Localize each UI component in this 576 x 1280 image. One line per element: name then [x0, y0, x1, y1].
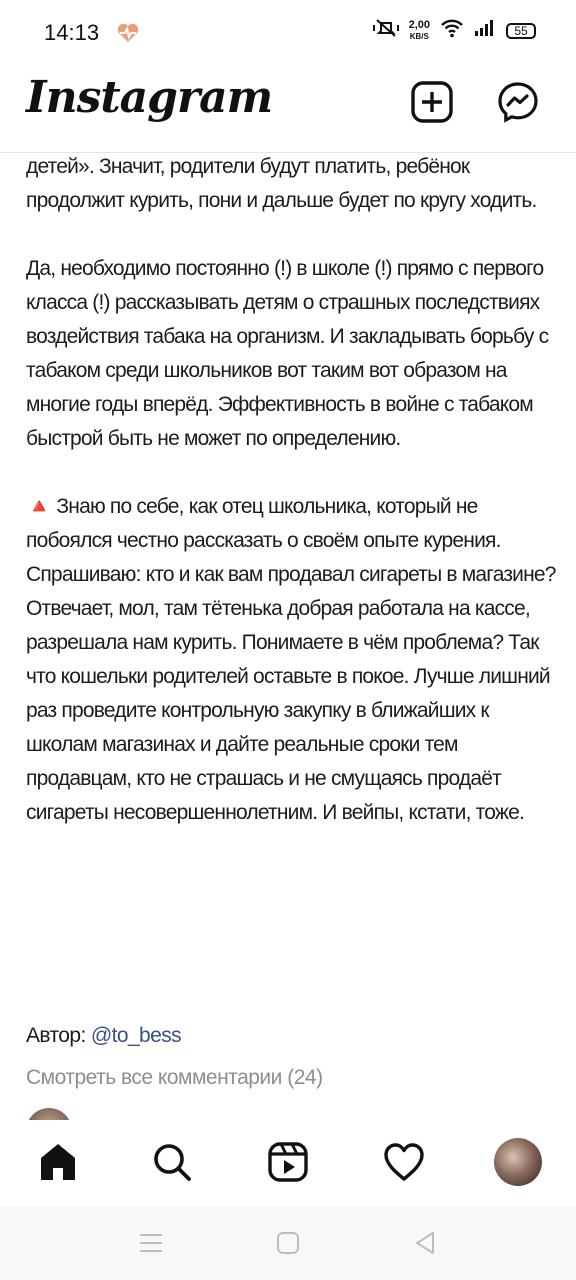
health-icon: [116, 22, 140, 49]
post-author: [26, 1024, 181, 1048]
new-post-icon[interactable]: [410, 80, 454, 124]
post-content: [0, 152, 576, 1120]
author-mention-link[interactable]: @to_bess: [90, 1024, 181, 1047]
reels-icon[interactable]: [260, 1134, 316, 1190]
system-navigation-bar: [0, 1206, 576, 1280]
messenger-icon[interactable]: [496, 80, 540, 124]
app-header: [0, 66, 576, 153]
signal-icon: [474, 19, 496, 42]
battery-icon: 55: [506, 23, 536, 39]
speed-unit: KB/S: [409, 31, 429, 41]
comment-avatar: [26, 1108, 72, 1120]
avatar: [494, 1138, 542, 1186]
heart-icon[interactable]: [376, 1134, 432, 1190]
home-square-icon[interactable]: [271, 1226, 305, 1260]
search-icon[interactable]: [144, 1134, 200, 1190]
speed-value: 2,00: [408, 18, 430, 31]
home-icon[interactable]: [30, 1134, 86, 1190]
back-triangle-icon[interactable]: [408, 1226, 442, 1260]
status-time: 14:13: [44, 20, 100, 45]
menu-icon[interactable]: [134, 1226, 168, 1260]
view-all-comments-link[interactable]: Смотреть все комментарии (24): [26, 1066, 323, 1089]
author-label: Автор:: [26, 1024, 91, 1047]
post-caption: детей». Значит, родители будут платить, ребёнок продолжит курить, пони и дальше будет по кругу ходить. Да, необходимо постоянно (!) в школе (!) прямо с первого класса (!) рассказывать детям о страшных последствиях воздействия табака на организм. И закладывать борьбу с табаком среди школьников вот таким вот образом на многие годы вперёд. Эффективность в войне с табаком быстрой быть не может по определению. 🔺 Знаю по себе, как отец школьника, который не побоялся честно рассказать о своём опыте курения. Спрашиваю: кто и как вам продавал сигареты в магазине? Отвечает, мол, там тётенька добрая работала на кассе, разрешала нам курить. Понимаете в чём проблема? Так что кошельки родителей оставьте в покое. Лучше лишний раз проведите контрольную закупку в ближайших к школам магазинах и дайте реальные сроки тем продавцам, кто не страшась и не смущаясь продаёт сигареты несовершеннолетним. И вейпы, кстати, тоже.: [26, 155, 556, 824]
bottom-navigation: [0, 1120, 576, 1206]
network-speed: [409, 20, 430, 42]
status-bar: [0, 0, 576, 66]
instagram-logo[interactable]: Instagram: [26, 72, 273, 123]
profile-avatar[interactable]: [490, 1134, 546, 1190]
mute-vibrate-icon: [373, 18, 399, 43]
wifi-icon: [440, 18, 464, 43]
